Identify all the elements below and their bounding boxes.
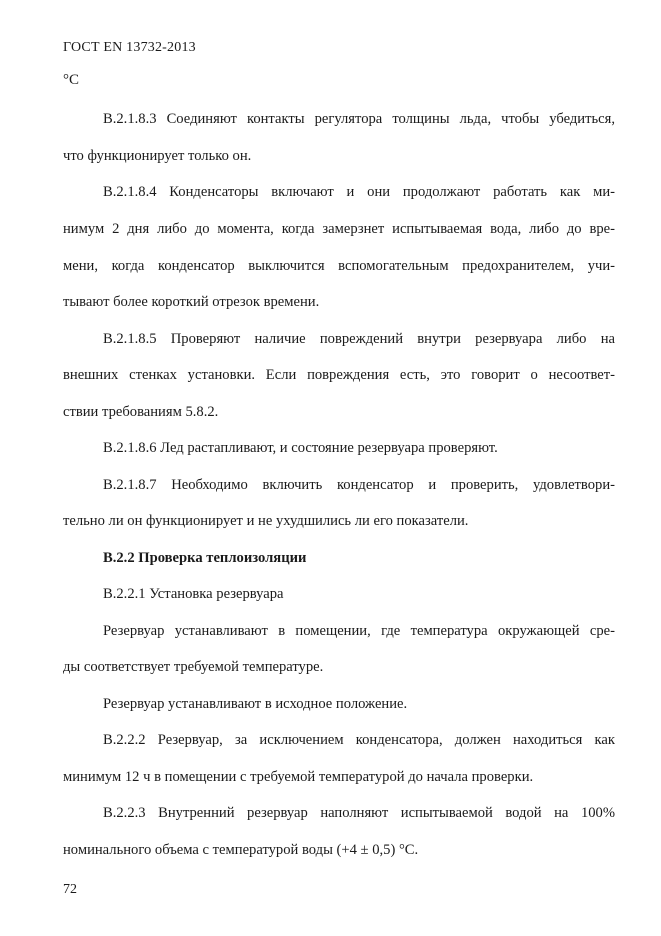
text-line: номинального объема с температурой воды (+4 ± 0,5) °С. [63, 842, 419, 858]
section-heading: В.2.2 Проверка теплоизоляции [103, 550, 307, 566]
text-line: В.2.1.8.4 Конденсаторы включают и они продолжают работать как ми- [103, 184, 615, 200]
text-line: ствии требованиям 5.8.2. [63, 404, 219, 420]
text-line: В.2.2.2 Резервуар, за исключением конденсатора, должен находиться как [103, 732, 615, 748]
text-line: минимум 12 ч в помещении с требуемой температурой до начала проверки. [63, 769, 534, 785]
text-line: В.2.1.8.3 Соединяют контакты регулятора толщины льда, чтобы убедиться, [103, 111, 615, 127]
text-line: мени, когда конденсатор выключится вспомогательным предохранителем, учи- [63, 258, 615, 274]
text-line: В.2.1.8.7 Необходимо включить конденсатор и проверить, удовлетвори- [103, 477, 615, 493]
standard-header: ГОСТ EN 13732-2013 [63, 40, 196, 55]
text-line: тельно ли он функционирует и не ухудшились ли его показатели. [63, 513, 469, 529]
text-line: внешних стенках установки. Если повреждения есть, это говорит о несоответ- [63, 367, 615, 383]
text-line: ды соответствует требуемой температуре. [63, 659, 324, 675]
text-line: что функционирует только он. [63, 148, 252, 164]
text-line: Резервуар устанавливают в помещении, где температура окружающей сре- [103, 623, 615, 639]
text-line: Резервуар устанавливают в исходное положение. [103, 696, 408, 712]
text-line: В.2.1.8.5 Проверяют наличие повреждений внутри резервуара либо на [103, 331, 615, 347]
subsection-heading: В.2.2.1 Установка резервуара [103, 586, 284, 602]
unit-label: °C [63, 72, 80, 88]
text-line: В.2.2.3 Внутренний резервуар наполняют испытываемой водой на 100% [103, 805, 615, 821]
text-line: В.2.1.8.6 Лед растапливают, и состояние резервуара проверяют. [103, 440, 498, 456]
text-line: тывают более короткий отрезок времени. [63, 294, 320, 310]
page-number: 72 [63, 882, 77, 897]
text-line: нимум 2 дня либо до момента, когда замерзнет испытываемая вода, либо до вре- [63, 221, 615, 237]
